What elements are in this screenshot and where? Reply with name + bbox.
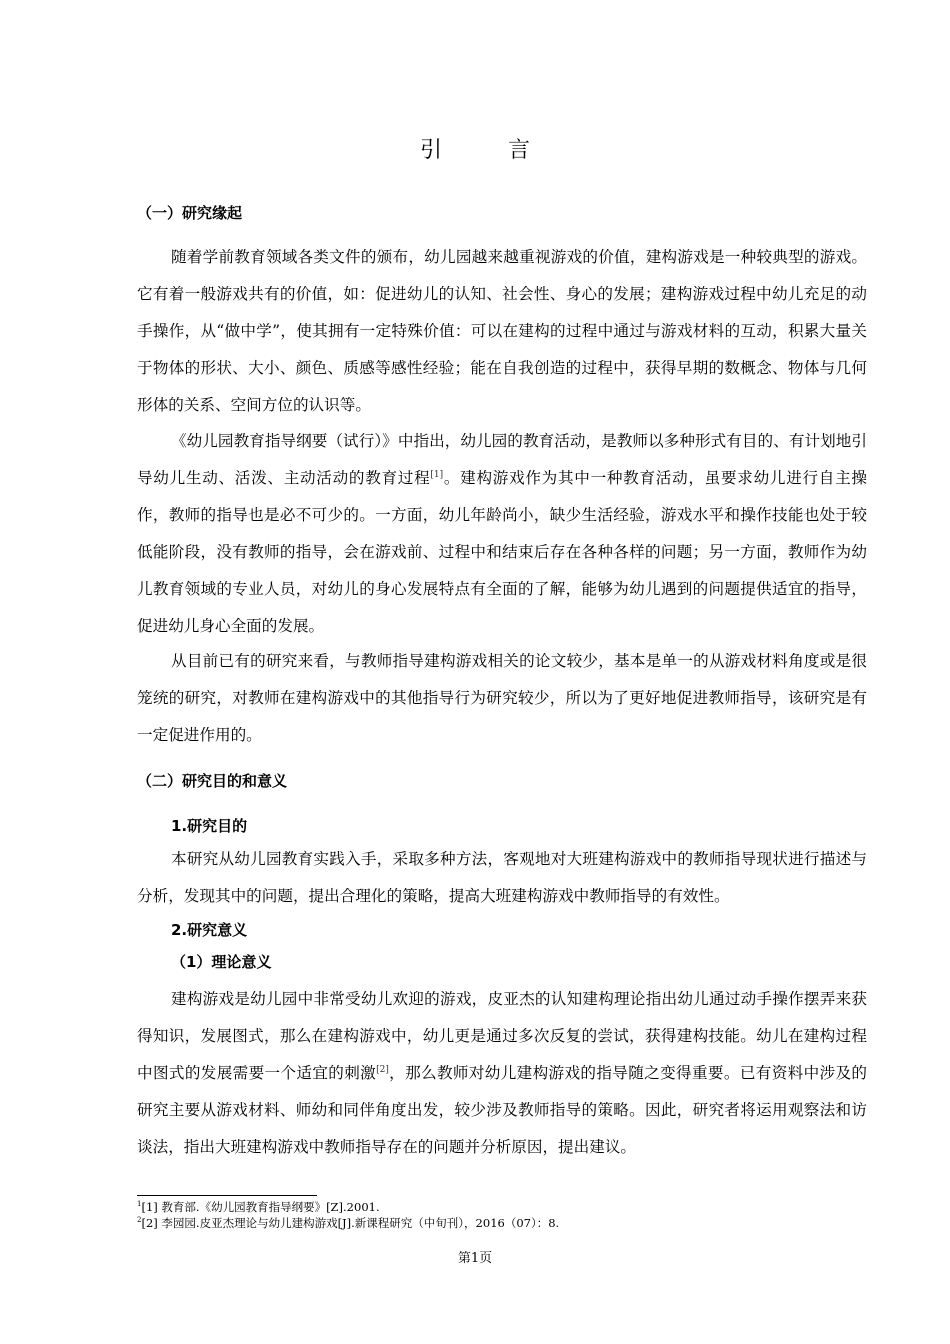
page-number: 第1页 bbox=[457, 1251, 493, 1266]
paragraph-text: 。建构游戏作为其中一种教育活动，虽要求幼儿进行自主操作，教师的指导也是必不可少的。一方面，幼儿年龄尚小，缺少生活经验，游戏水平和操作技能也处于较低能阶段，没有教师的指导，会在游戏前、过程中和结束后存在各种各样的问题；另一方面，教师作为幼儿教育领域的专业人员，对幼儿的身心发展特点有全面的了解，能够为幼儿遇到的问题提供适宜的指导，促进幼儿身心全面的发展。 bbox=[137, 469, 867, 635]
paragraph-origin-1: 随着学前教育领域各类文件的颁布，幼儿园越来越重视游戏的价值，建构游戏是一种较典型的游戏。它有着一般游戏共有的价值，如：促进幼儿的认知、社会性、身心的发展；建构游戏过程中幼儿充足的动手操作，从“做中学”，使其拥有一定特殊价值：可以在建构的过程中通过与游戏材料的互动，积累大量关于物体的形状、大小、颜色、质感等感性经验；能在自我创造的过程中，获得早期的数概念、物体与几何形体的关系、空间方位的认识等。 bbox=[137, 248, 867, 414]
footnote-2 bbox=[137, 1215, 559, 1231]
citation-ref-1[interactable]: [1] bbox=[430, 469, 444, 480]
paragraph-origin-3: 从目前已有的研究来看，与教师指导建构游戏相关的论文较少，基本是单一的从游戏材料角度或是很笼统的研究，对教师在建构游戏中的其他指导行为研究较少，所以为了更好地促进教师指导，该研究是有一定促进作用的。 bbox=[137, 652, 867, 744]
paragraph-text: 《幼儿园教育指导纲要（试行）》中指出，幼儿园的教育活动，是教师以多种形式有目的、有计划地引导幼儿生动、活泼、主动活动的教育过程 bbox=[137, 432, 867, 487]
footnote-marker: 1 bbox=[137, 1200, 142, 1209]
section-heading-purpose: （二）研究目的和意义 bbox=[137, 772, 288, 790]
section-heading-origin: （一）研究缘起 bbox=[137, 204, 243, 222]
page-title: 引 言 bbox=[419, 138, 552, 163]
subsection-heading-purpose: 1.研究目的 bbox=[171, 817, 248, 835]
footnote-text: [1] 教育部.《幼儿园教育指导纲要》[Z].2001. bbox=[141, 1200, 380, 1214]
paragraph-theory bbox=[137, 981, 867, 1166]
paragraph-text: ，那么教师对幼儿建构游戏的指导随之变得重要。已有资料中涉及的研究主要从游戏材料、师幼和同伴角度出发，较少涉及教师指导的策略。因此，研究者将运用观察法和访谈法，指出大班建构游戏中教师指导存在的问题并分析原因，提出建议。 bbox=[137, 1064, 867, 1156]
footnote-separator bbox=[137, 1195, 317, 1196]
footnote-text: [2] 李园园.皮亚杰理论与幼儿建构游戏[J].新课程研究（中旬刊），2016（07）：8. bbox=[141, 1216, 560, 1230]
subsection-heading-significance: 2.研究意义 bbox=[171, 921, 248, 939]
footnote-1 bbox=[137, 1199, 380, 1215]
paragraph-purpose: 本研究从幼儿园教育实践入手，采取多种方法，客观地对大班建构游戏中的教师指导现状进行描述与分析，发现其中的问题，提出合理化的策略，提高大班建构游戏中教师指导的有效性。 bbox=[137, 850, 867, 905]
footnote-marker: 2 bbox=[137, 1216, 142, 1225]
paragraph-origin-2 bbox=[137, 423, 867, 645]
citation-ref-2[interactable]: [2] bbox=[376, 1064, 389, 1075]
paragraph-text: 建构游戏是幼儿园中非常受幼儿欢迎的游戏，皮亚杰的认知建构理论指出幼儿通过动手操作摆弄来获得知识，发展图式，那么在建构游戏中，幼儿更是通过多次反复的尝试，获得建构技能。幼儿在建构过程中图式的发展需要一个适宜的刺激 bbox=[137, 990, 867, 1082]
subsubsection-heading-theory: （1）理论意义 bbox=[171, 953, 272, 971]
